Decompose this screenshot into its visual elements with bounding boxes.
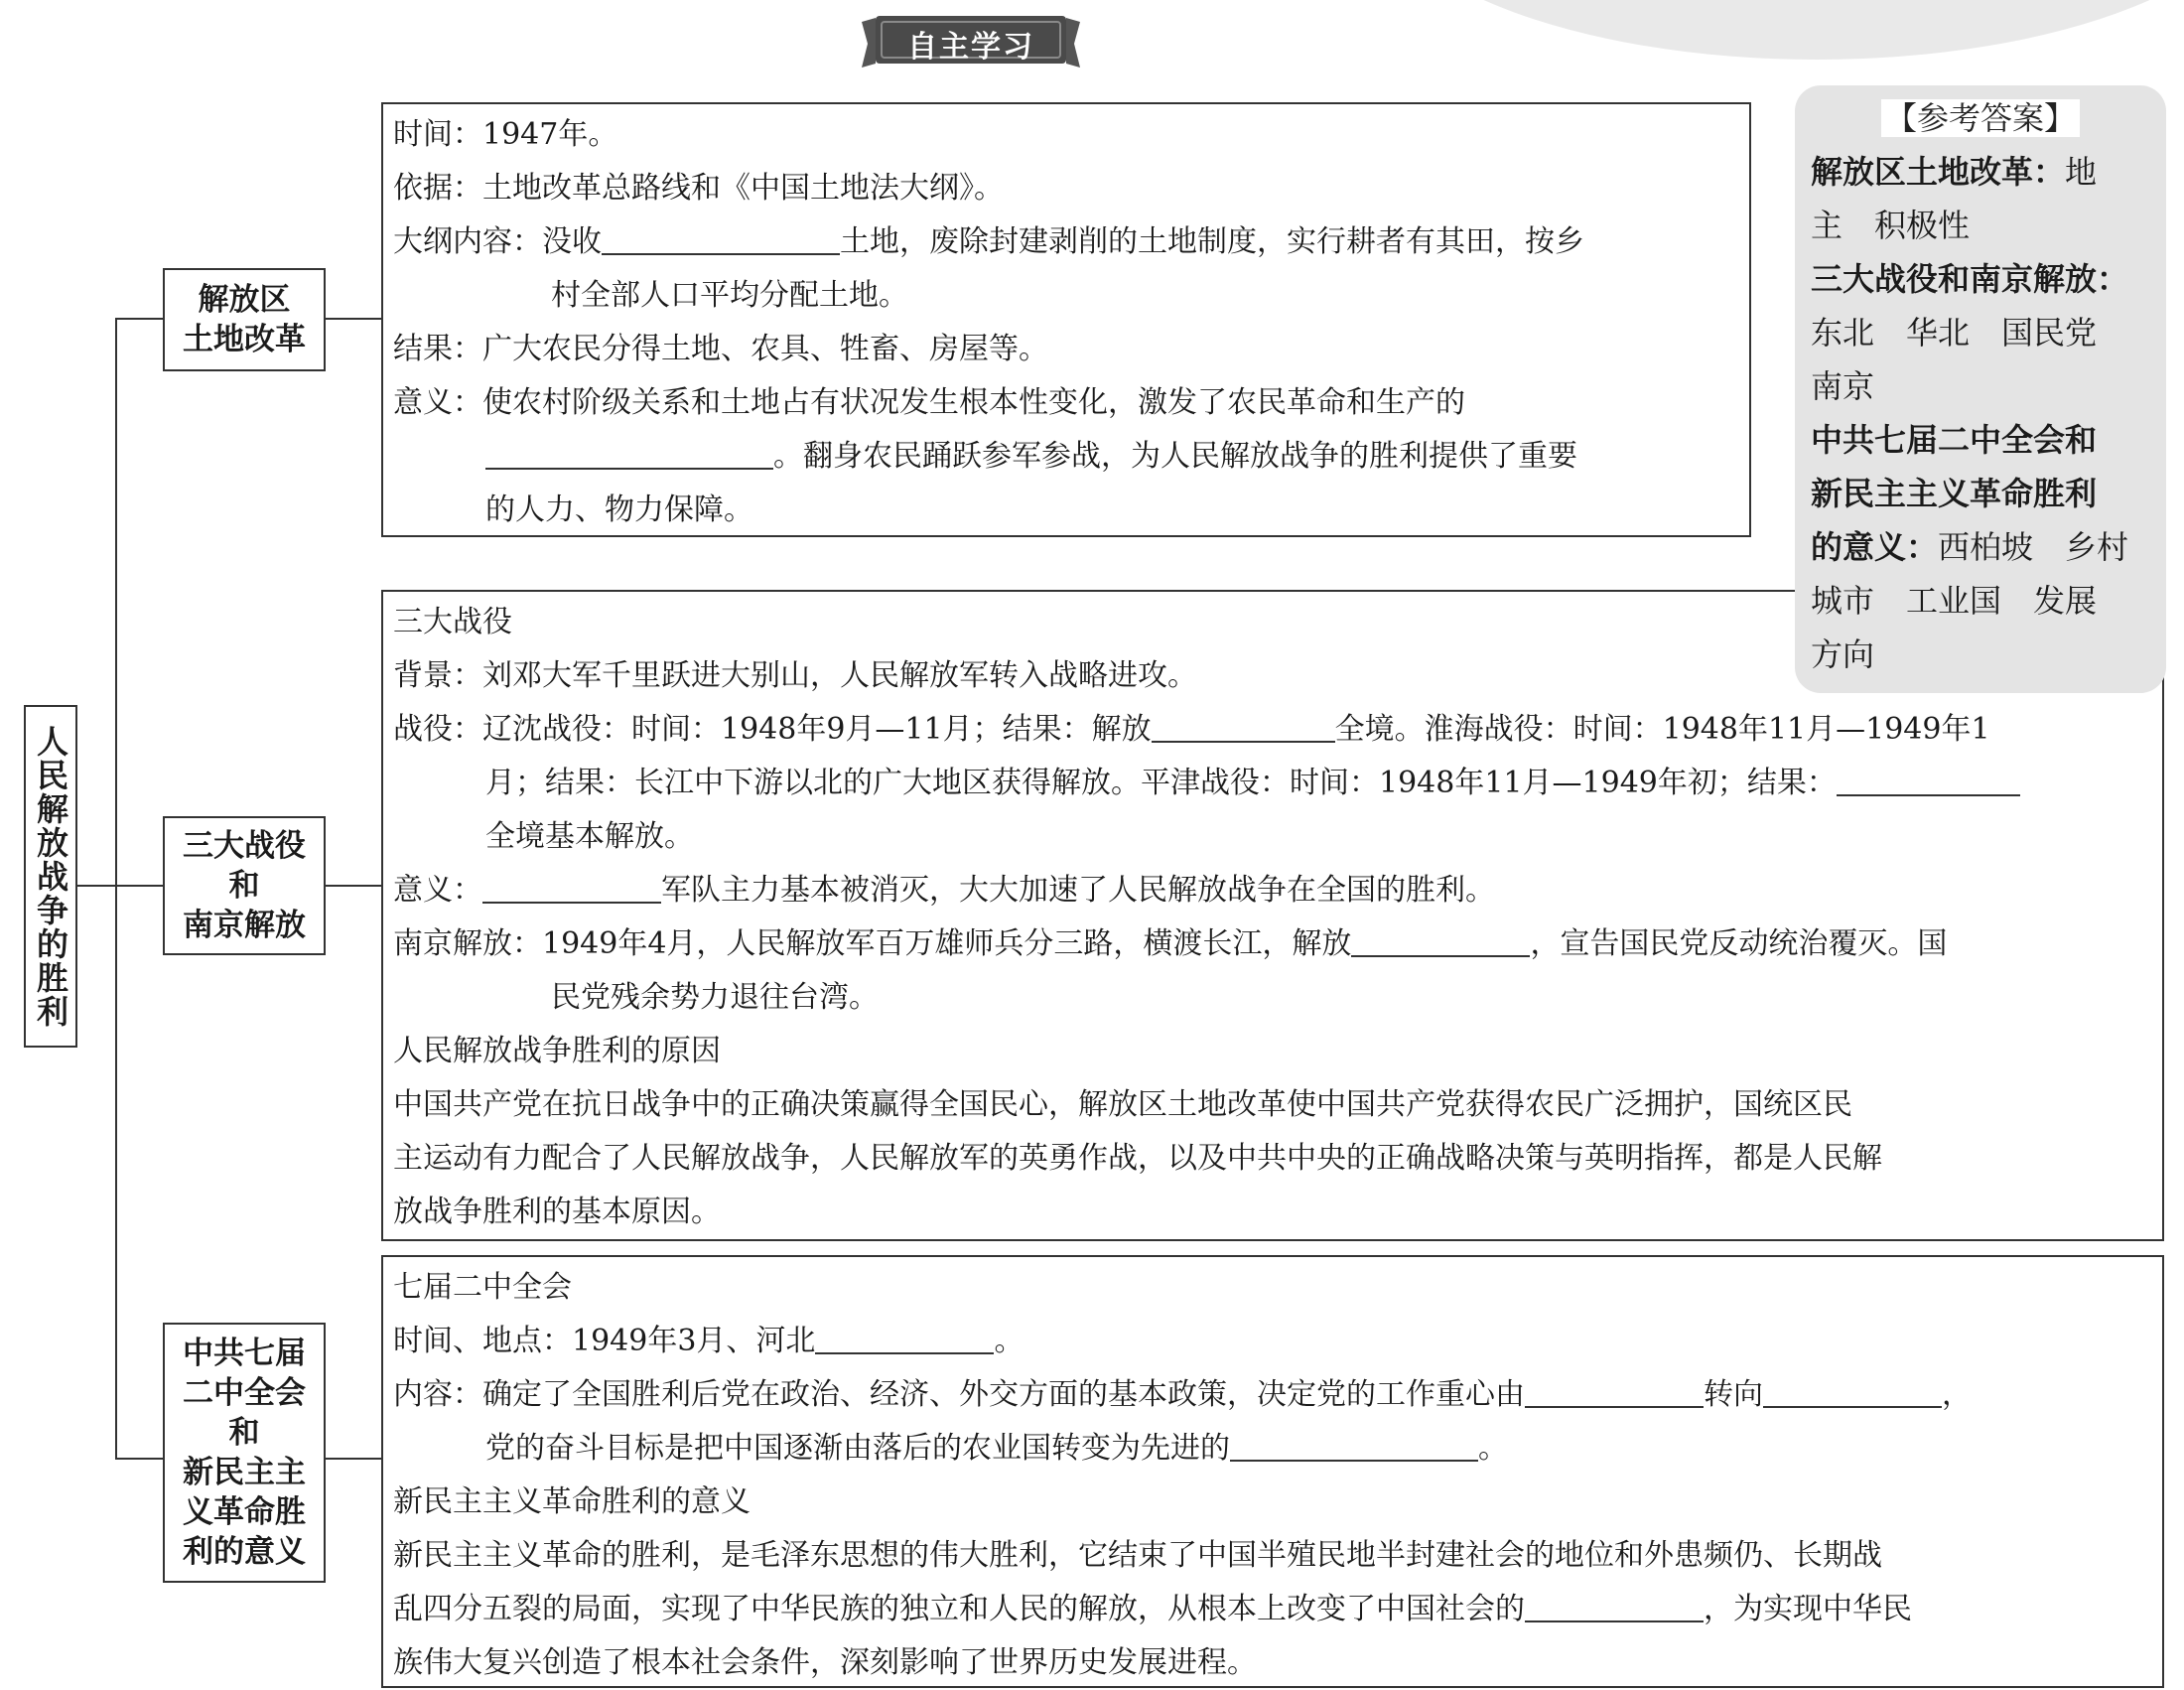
blank-field[interactable] bbox=[1525, 1591, 1704, 1622]
tb-reasons-1: 中国共产党在抗日战争中的正确决策赢得全国民心，解放区土地改革使中国共产党获得农民广泛拥护，国统区民 bbox=[393, 1087, 1852, 1122]
node-land-reform bbox=[163, 268, 326, 371]
blank-field[interactable] bbox=[1152, 711, 1335, 743]
tb-meaning bbox=[393, 864, 2152, 917]
lr-content-cont: 村全部人口平均分配土地。 bbox=[551, 278, 908, 313]
answer-label-plenum-3: 的意义： bbox=[1811, 528, 1939, 566]
lr-content bbox=[393, 215, 1739, 269]
tb-campaign-3: 全境基本解放。 bbox=[485, 819, 694, 854]
answer-key-title bbox=[1811, 91, 2150, 145]
blank-field[interactable] bbox=[1525, 1376, 1704, 1408]
lr-result: 结果：广大农民分得土地、农具、牲畜、房屋等。 bbox=[393, 332, 1048, 366]
banner-title: 自主学习 bbox=[907, 30, 1034, 65]
blank-field[interactable] bbox=[1837, 765, 2020, 796]
sp-time-place bbox=[393, 1315, 2152, 1368]
tb-meaning-label: 意义： bbox=[393, 873, 482, 908]
tb-reasons-3: 放战争胜利的基本原因。 bbox=[393, 1195, 721, 1229]
blank-field[interactable] bbox=[1763, 1376, 1942, 1408]
connector-root bbox=[77, 885, 117, 887]
tb-reasons-heading: 人民解放战争胜利的原因 bbox=[393, 1034, 721, 1068]
sp-significance-heading: 新民主主义革命胜利的意义 bbox=[393, 1484, 751, 1519]
tb-campaign-2-text: 月；结果：长江中下游以北的广大地区获得解放。平津战役：时间：1948年11月—1949年初；结果： bbox=[485, 766, 1837, 800]
node-three-battles bbox=[163, 816, 326, 955]
mindmap-root bbox=[24, 705, 77, 1048]
blank-field[interactable] bbox=[1351, 925, 1530, 957]
blank-field[interactable] bbox=[485, 438, 773, 470]
lr-meaning-3: 的人力、物力保障。 bbox=[485, 493, 753, 527]
sp-content-2-end: 。 bbox=[1478, 1431, 1508, 1466]
sp-content-1a: 内容：确定了全国胜利后党在政治、经济、外交方面的基本政策，决定党的工作重心由 bbox=[393, 1377, 1525, 1412]
lr-content-label: 大纲内容：没收 bbox=[393, 224, 602, 259]
answer-label-plenum-1: 中共七届二中全会和 bbox=[1811, 421, 2098, 459]
sp-heading: 七届二中全会 bbox=[393, 1270, 572, 1305]
connector-node1-box bbox=[324, 318, 381, 320]
answer-key-title-text: 【参考答案】 bbox=[1881, 99, 2080, 137]
tb-meaning-after: 军队主力基本被消灭，大大加速了人民解放战争在全国的胜利。 bbox=[661, 873, 1495, 908]
answer-line-5 bbox=[1811, 520, 2150, 574]
answer-line-6: 城市 工业国 发展 bbox=[1811, 582, 2098, 620]
land-reform-box bbox=[381, 102, 1751, 537]
sp-sig-2a: 乱四分五裂的局面，实现了中华民族的独立和人民的解放，从根本上改变了中国社会的 bbox=[393, 1592, 1525, 1626]
section-banner bbox=[862, 14, 1080, 70]
blank-field[interactable] bbox=[482, 872, 661, 904]
answer-label-battles: 三大战役和南京解放： bbox=[1811, 260, 2129, 298]
tb-nanjing-1 bbox=[393, 917, 2152, 971]
answer-value-1: 地 bbox=[2065, 153, 2098, 191]
node-second-plenum-label: 中共七届 二中全会 和 新民主主 义革命胜 利的意义 bbox=[183, 1336, 306, 1570]
answer-label-plenum-2: 新民主主义革命胜利 bbox=[1811, 475, 2098, 512]
tb-nanjing-1b: ，宣告国民党反动统治覆灭。国 bbox=[1530, 926, 1948, 961]
tb-reasons-2: 主运动有力配合了人民解放战争，人民解放军的英勇作战，以及中共中央的正确战略决策与英明指挥，都是人民解 bbox=[393, 1141, 1882, 1176]
answer-value-5: 西柏坡 乡村 bbox=[1938, 528, 2129, 566]
answer-line-7: 方向 bbox=[1811, 635, 1875, 673]
connector-to-node3 bbox=[115, 1458, 163, 1460]
tb-campaign-1b: 全境。淮海战役：时间：1948年11月—1949年1 bbox=[1334, 712, 1990, 747]
answer-line-4: 南京 bbox=[1811, 367, 1875, 405]
sp-content-2 bbox=[393, 1422, 2152, 1476]
connector-node3-box bbox=[324, 1458, 381, 1460]
tb-nanjing-1a: 南京解放：1949年4月，人民解放军百万雄师兵分三路，横渡长江，解放 bbox=[393, 926, 1352, 961]
blank-field[interactable] bbox=[602, 223, 840, 255]
blank-field[interactable] bbox=[1230, 1430, 1478, 1462]
tb-campaign-2 bbox=[393, 757, 2152, 810]
sp-content-1c: ， bbox=[1942, 1377, 1972, 1412]
tb-campaign-1a: 战役：辽沈战役：时间：1948年9月—11月；结果：解放 bbox=[393, 712, 1152, 747]
lr-time: 时间：1947年。 bbox=[393, 117, 618, 152]
answer-line-3: 东北 华北 国民党 bbox=[1811, 314, 2098, 352]
tb-nanjing-2: 民党残余势力退往台湾。 bbox=[551, 980, 879, 1015]
sp-content-1b: 转向 bbox=[1704, 1377, 1763, 1412]
lr-meaning-2-after: 。翻身农民踊跃参军参战，为人民解放战争的胜利提供了重要 bbox=[773, 439, 1577, 474]
answer-line-2: 主 积极性 bbox=[1811, 207, 1971, 244]
sp-sig-2b: ，为实现中华民 bbox=[1704, 1592, 1912, 1626]
sp-content-1 bbox=[393, 1368, 2152, 1422]
second-plenum-box bbox=[381, 1255, 2164, 1688]
tb-heading: 三大战役 bbox=[393, 605, 512, 639]
lr-basis: 依据：土地改革总路线和《中国土地法大纲》。 bbox=[393, 171, 1004, 206]
tb-campaign-1 bbox=[393, 703, 2152, 757]
connector-to-node2 bbox=[115, 885, 163, 887]
lr-meaning-2 bbox=[393, 430, 1739, 484]
blank-field[interactable] bbox=[815, 1323, 994, 1354]
lr-meaning-1: 意义：使农村阶级关系和土地占有状况发生根本性变化，激发了农民革命和生产的 bbox=[393, 385, 1465, 420]
connector-spine bbox=[115, 318, 117, 1460]
sp-time-place-text: 时间、地点：1949年3月、河北 bbox=[393, 1324, 816, 1358]
decorative-arc bbox=[1370, 0, 2184, 60]
sp-sig-3: 族伟大复兴创造了根本社会条件，深刻影响了世界历史发展进程。 bbox=[393, 1645, 1257, 1680]
answer-label-land-reform: 解放区土地改革： bbox=[1811, 153, 2066, 191]
connector-to-node1 bbox=[115, 318, 163, 320]
root-title: 人民解放战争的胜利 bbox=[32, 724, 69, 1029]
connector-node2-box bbox=[324, 885, 381, 887]
sp-sig-2 bbox=[393, 1583, 2152, 1636]
tb-background: 背景：刘邓大军千里跃进大别山，人民解放军转入战略进攻。 bbox=[393, 658, 1197, 693]
sp-time-place-end: 。 bbox=[994, 1324, 1024, 1358]
node-land-reform-label: 解放区 土地改革 bbox=[183, 282, 306, 357]
node-second-plenum bbox=[163, 1323, 326, 1583]
node-three-battles-label: 三大战役 和 南京解放 bbox=[183, 828, 306, 943]
lr-content-after: 土地，废除封建剥削的土地制度，实行耕者有其田，按乡 bbox=[840, 224, 1584, 259]
answer-key-panel bbox=[1795, 85, 2166, 693]
sp-sig-1: 新民主主义革命的胜利，是毛泽东思想的伟大胜利，它结束了中国半殖民地半封建社会的地位和外患频仍、长期战 bbox=[393, 1538, 1882, 1573]
sp-content-2-text: 党的奋斗目标是把中国逐渐由落后的农业国转变为先进的 bbox=[485, 1431, 1230, 1466]
answer-line-1 bbox=[1811, 145, 2150, 199]
